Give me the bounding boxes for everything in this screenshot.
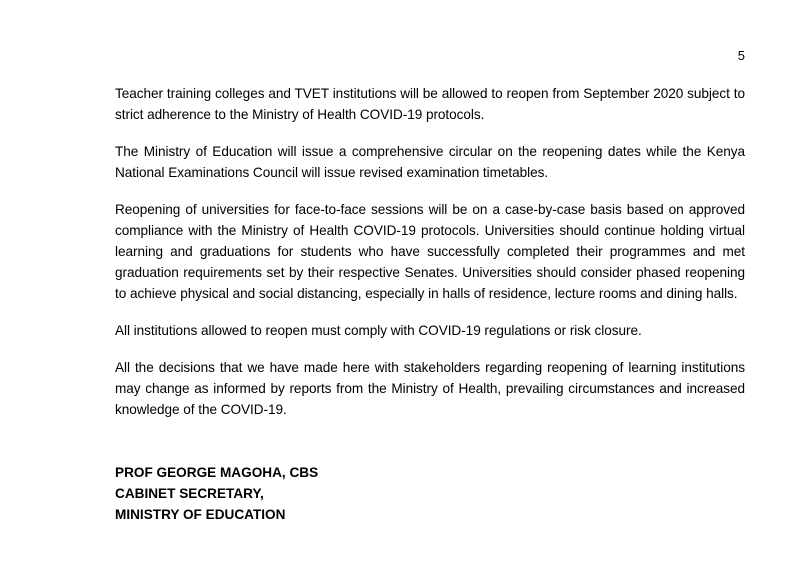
page-number: 5 <box>737 48 745 63</box>
paragraph-colleges-reopening: Teacher training colleges and TVET institutions will be allowed to reopen from September 2020 subject to strict adherence to the Ministry of Health COVID-19 protocols. <box>115 86 745 122</box>
paragraph-compliance: All institutions allowed to reopen must comply with COVID-19 regulations or risk closure. <box>115 323 642 338</box>
paragraph-universities-reopening: Reopening of universities for face-to-face sessions will be on a case-by-case basis based on approved compliance with the Ministry of Health COVID-19 protocols. Universities should continue holding virtual learning and graduations for students who have successfully completed their programmes and met graduation requirements set by their respective Senates. Universities should consider phased reopening to achieve physical and social distancing, especially in halls of residence, lecture rooms and dining halls. <box>115 202 745 301</box>
signature-block <box>115 462 318 525</box>
signatory-ministry: MINISTRY OF EDUCATION <box>115 507 286 522</box>
signatory-title: CABINET SECRETARY, <box>115 486 264 501</box>
document-body <box>115 83 745 436</box>
paragraph-circular-timetables: The Ministry of Education will issue a comprehensive circular on the reopening dates while the Kenya National Examinations Council will issue revised examination timetables. <box>115 144 745 180</box>
signatory-name: PROF GEORGE MAGOHA, CBS <box>115 465 319 480</box>
paragraph-decisions-may-change: All the decisions that we have made here with stakeholders regarding reopening of learning institutions may change as informed by reports from the Ministry of Health, prevailing circumstances and increased knowledge of the COVID-19. <box>115 360 745 417</box>
